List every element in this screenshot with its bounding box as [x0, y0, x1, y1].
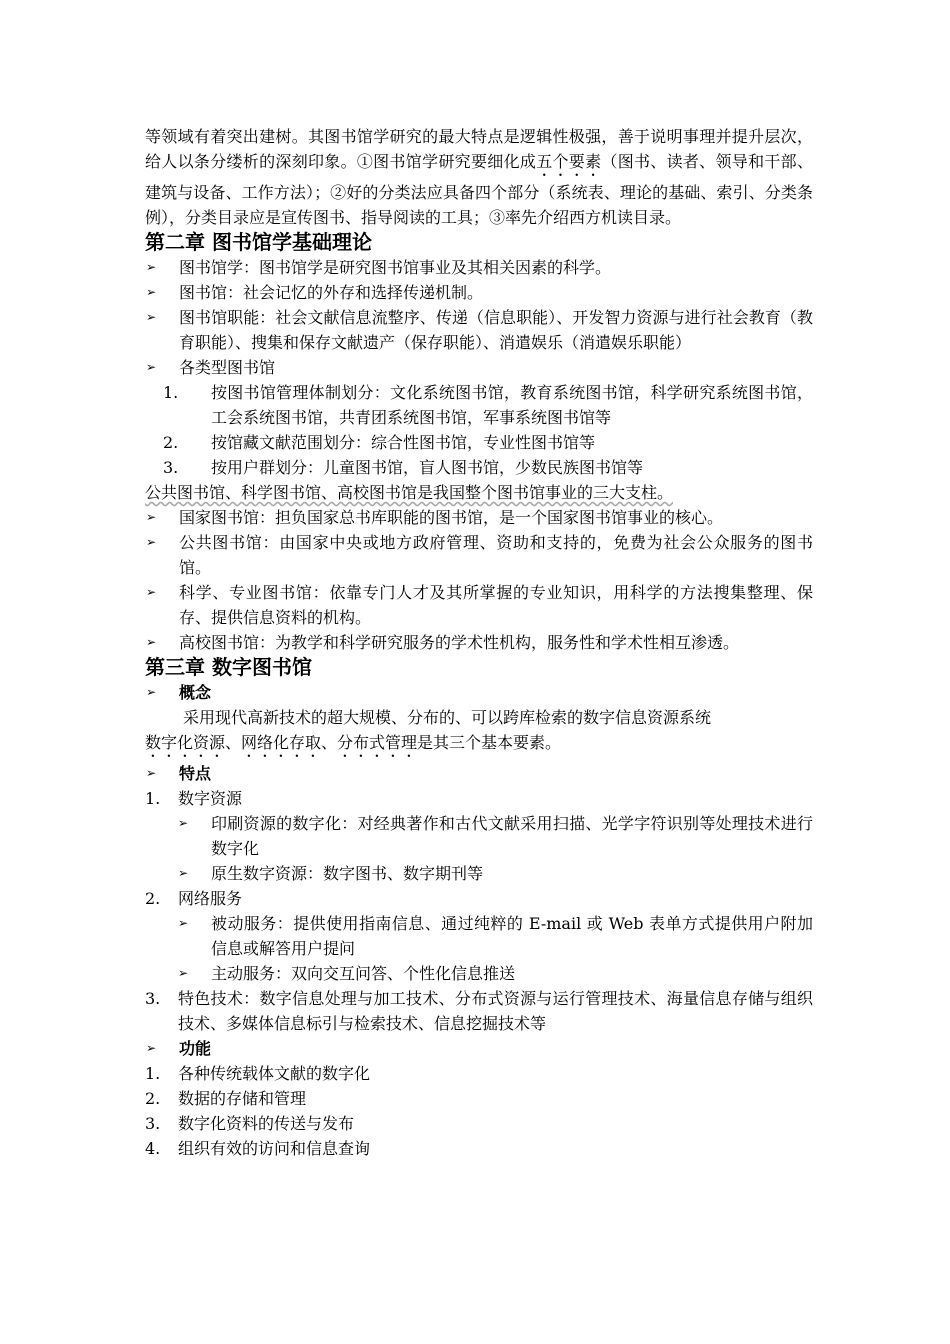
arrowhead-bullet-icon: ➢	[146, 510, 157, 524]
numbered-item-text: 数字化资料的传送与发布	[178, 1114, 355, 1133]
list-item	[145, 580, 813, 630]
numbered-item-text: 数字资源	[178, 789, 243, 808]
numbered-item-text: 组织有效的访问和信息查询	[178, 1139, 371, 1158]
arrowhead-bullet-icon: ➢	[178, 916, 189, 930]
numbered-item	[145, 455, 813, 480]
list-item	[145, 530, 813, 580]
features-heading	[145, 761, 813, 786]
sub-list-item	[145, 811, 813, 861]
list-item	[145, 505, 813, 530]
numbered-item-text: 按馆藏文献范围划分：综合性图书馆，专业性图书馆等	[211, 433, 596, 452]
list-item	[145, 630, 813, 655]
list-item-text: 高校图书馆：为教学和科学研究服务的学术性机构，服务性和学术性相互渗透。	[179, 633, 740, 652]
library-kinds-list	[145, 505, 813, 655]
features-list	[145, 786, 813, 1036]
list-item-text: 图书馆学：图书馆学是研究图书馆事业及其相关因素的科学。	[179, 258, 612, 277]
numbered-item	[145, 430, 813, 455]
list-item-text: 科学、专业图书馆：依靠专门人才及其所掌握的专业知识，用科学的方法搜集整理、保存、提供信息资料的机构。	[179, 583, 813, 627]
numbered-item	[145, 886, 813, 911]
numbered-item-text	[211, 380, 813, 430]
item-number: 1.	[145, 1064, 161, 1083]
numbered-item-text: 数据的存储和管理	[178, 1089, 307, 1108]
functions-heading	[145, 1036, 813, 1061]
pillars-sentence	[145, 480, 813, 505]
sub-list-item	[145, 861, 813, 886]
item-number: 3.	[145, 989, 161, 1008]
document-page	[145, 124, 813, 1161]
list-item-text: 国家图书馆：担负国家总书库职能的图书馆，是一个国家图书馆事业的核心。	[179, 508, 724, 527]
chapter2-title: 第二章 图书馆学基础理论	[145, 230, 372, 254]
arrowhead-bullet-icon: ➢	[146, 310, 157, 324]
list-item-text: 公共图书馆：由国家中央或地方政府管理、资助和支持的，免费为社会公众服务的图书馆。	[179, 533, 813, 577]
concept-paragraph	[145, 705, 813, 761]
list-item-text: 各类型图书馆	[179, 358, 276, 377]
chapter3-title: 第三章 数字图书馆	[145, 655, 312, 679]
numbered-item-content: 按图书馆管理体制划分：文化系统图书馆，教育系统图书馆，科学研究系统图书馆，工会系统图书馆，共青团系统图书馆，军事系统图书馆等	[211, 383, 813, 427]
item-number: 2.	[145, 1089, 161, 1108]
numbered-item	[145, 380, 813, 430]
concept-heading	[145, 680, 813, 705]
item-number: 4.	[145, 1139, 161, 1158]
arrowhead-bullet-icon: ➢	[178, 816, 189, 830]
functions-list	[145, 1061, 813, 1161]
list-item	[145, 355, 813, 380]
sub-list-item-text: 原生数字资源：数字图书、数字期刊等	[211, 864, 484, 883]
numbered-item	[145, 1111, 813, 1136]
concept-text-b2: 是其三个基本要素。	[417, 733, 562, 752]
numbered-item	[145, 1136, 813, 1161]
numbered-item-text: 网络服务	[178, 889, 243, 908]
numbered-item	[145, 786, 813, 811]
sub-list-item-text: 被动服务：提供使用指南信息、通过纯粹的 E-mail 或 Web 表单方式提供用户附加信息或解答用户提问	[211, 914, 813, 958]
arrowhead-bullet-icon: ➢	[146, 285, 157, 299]
arrowhead-bullet-icon: ➢	[146, 535, 157, 549]
item-number: 1.	[163, 383, 179, 402]
concept-heading-text: 概念	[179, 683, 212, 702]
list-item-text: 图书馆职能：社会文献信息流整序、传递（信息职能）、开发智力资源与进行社会教育（教育职能）、搜集和保存文献遗产（保存职能）、消遣娱乐（消遣娱乐职能）	[179, 308, 813, 352]
pillars-text: 公共图书馆、科学图书馆、高校图书馆是我国整个图书馆事业的三大支柱。	[145, 483, 674, 502]
intro-text-2: （图书、读者、领导和干部、建筑与设备、工作方法）；②好的分类法应具备四个部分（系统表、理论的基础、索引、分类条例），分类目录应是宣传图书、指导阅读的工具；③率先介绍西方机读目录。	[145, 152, 813, 227]
list-item	[145, 305, 813, 355]
arrowhead-bullet-icon: ➢	[146, 766, 157, 780]
numbered-item	[145, 986, 813, 1036]
arrowhead-bullet-icon: ➢	[178, 966, 189, 980]
numbered-item	[145, 1061, 813, 1086]
sub-list-item	[145, 911, 813, 961]
numbered-item	[145, 1086, 813, 1111]
arrowhead-bullet-icon: ➢	[178, 866, 189, 880]
numbered-item-text: 各种传统载体文献的数字化	[178, 1064, 371, 1083]
numbered-item-text: 特色技术：数字信息处理与加工技术、分布式资源与运行管理技术、海量信息存储与组织技术、多媒体信息标引与检索技术、信息挖掘技术等	[178, 989, 813, 1033]
intro-emphasis: 五个要素	[536, 152, 602, 171]
arrowhead-bullet-icon: ➢	[146, 1041, 157, 1055]
chapter2-bullets	[145, 255, 813, 380]
item-number: 2.	[145, 889, 161, 908]
sub-list-item-text: 主动服务：双向交互问答、个性化信息推送	[211, 964, 516, 983]
arrowhead-bullet-icon: ➢	[146, 585, 157, 599]
arrowhead-bullet-icon: ➢	[146, 635, 157, 649]
item-number: 3.	[163, 458, 179, 477]
concept-text-a: 采用现代高新技术的超大规模、分布的、可以跨库检索的数字信息资源系统	[183, 708, 712, 727]
functions-heading-text: 功能	[179, 1039, 212, 1058]
list-item-text: 图书馆：社会记忆的外存和选择传递机制。	[179, 283, 484, 302]
intro-paragraph	[145, 124, 813, 230]
item-number: 2.	[163, 433, 179, 452]
features-heading-text: 特点	[179, 764, 212, 783]
intro-text-1: 等领域有着突出建树。其图书馆学研究的最大特点是逻辑性极强，善于说明事理并提升层次，给人以条分缕析的深刻印象。①图书馆学研究要细化成	[145, 127, 813, 171]
list-item	[145, 280, 813, 305]
sub-list-item	[145, 961, 813, 986]
concept-key-elements: 数字化资源、网络化存取、分布式管理	[145, 733, 418, 752]
sub-list-item-text: 印刷资源的数字化：对经典著作和古代文献采用扫描、光学字符识别等处理技术进行数字化	[211, 814, 813, 858]
arrowhead-bullet-icon: ➢	[146, 360, 157, 374]
numbered-item-text: 按用户群划分：儿童图书馆，盲人图书馆，少数民族图书馆等	[211, 458, 644, 477]
item-number: 3.	[145, 1114, 161, 1133]
library-types-list	[145, 380, 813, 480]
item-number: 1.	[145, 789, 161, 808]
arrowhead-bullet-icon: ➢	[146, 685, 157, 699]
list-item	[145, 255, 813, 280]
arrowhead-bullet-icon: ➢	[146, 260, 157, 274]
